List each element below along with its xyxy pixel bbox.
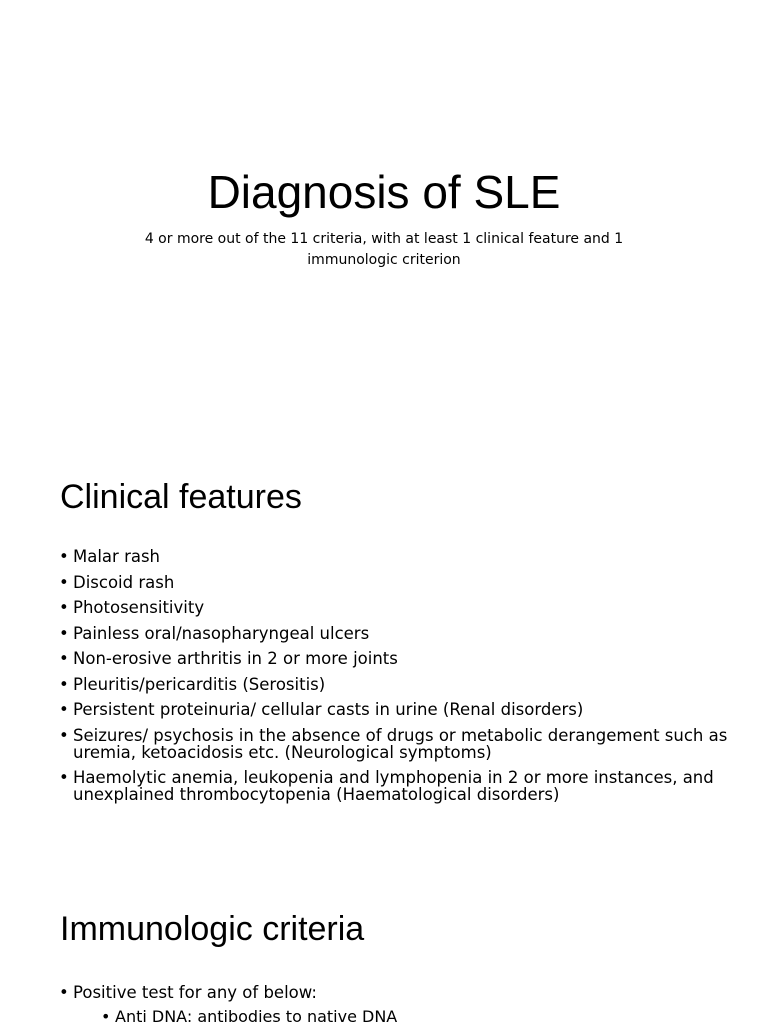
bullet-icon: • xyxy=(59,623,69,643)
bullet-icon: • xyxy=(59,768,69,787)
list-item xyxy=(59,625,729,642)
clinical-features-heading: Clinical features xyxy=(60,478,302,516)
list-item-text: Malar rash xyxy=(73,547,161,566)
list-item xyxy=(59,599,729,616)
sub-list-item-text: Anti DNA: antibodies to native DNA xyxy=(115,1007,398,1024)
slide-subtitle: 4 or more out of the 11 criteria, with at least 1 clinical feature and 1 immunologic criterion xyxy=(144,231,624,268)
bullet-icon: • xyxy=(59,983,69,1002)
list-item xyxy=(59,650,729,667)
bullet-icon: • xyxy=(59,598,69,617)
immunologic-sub-list xyxy=(73,1008,729,1024)
list-item-text: Persistent proteinuria/ cellular casts in urine (Renal disorders) xyxy=(73,700,584,719)
list-item xyxy=(59,548,729,565)
list-item xyxy=(59,727,729,761)
list-item xyxy=(59,984,729,1024)
list-item-text: Photosensitivity xyxy=(73,598,205,617)
sub-list-item xyxy=(101,1008,729,1024)
clinical-features-list xyxy=(59,548,729,812)
list-item-text: Seizures/ psychosis in the absence of drugs or metabolic derangement such as uremia, ketoacidosis etc. (Neurological symptoms) xyxy=(73,725,728,762)
bullet-icon: • xyxy=(59,725,69,745)
bullet-icon: • xyxy=(59,572,69,592)
bullet-icon: • xyxy=(59,700,69,719)
bullet-icon: • xyxy=(59,674,69,694)
list-item-text: Haemolytic anemia, leukopenia and lymphopenia in 2 or more instances, and unexplained thrombocytopenia (Haematological disorders) xyxy=(73,768,714,804)
list-item-text: Pleuritis/pericarditis (Serositis) xyxy=(73,674,326,694)
list-item-text: Painless oral/nasopharyngeal ulcers xyxy=(73,623,370,643)
bullet-icon: • xyxy=(101,1007,111,1024)
list-item xyxy=(59,676,729,693)
slide-title: Diagnosis of SLE xyxy=(207,166,561,218)
bullet-icon: • xyxy=(59,547,69,566)
immunologic-criteria-heading: Immunologic criteria xyxy=(60,910,365,948)
list-item xyxy=(59,769,729,803)
title-slide xyxy=(0,0,768,432)
bullet-icon: • xyxy=(59,649,69,668)
list-item-text: Non-erosive arthritis in 2 or more joints xyxy=(73,649,398,668)
list-item-text: Discoid rash xyxy=(73,572,175,592)
list-item xyxy=(59,574,729,591)
list-item xyxy=(59,701,729,718)
immunologic-criteria-list xyxy=(59,984,729,1024)
immunologic-criteria-slide xyxy=(0,864,768,1024)
clinical-features-slide xyxy=(0,432,768,864)
list-item-text: Positive test for any of below: xyxy=(73,983,317,1002)
